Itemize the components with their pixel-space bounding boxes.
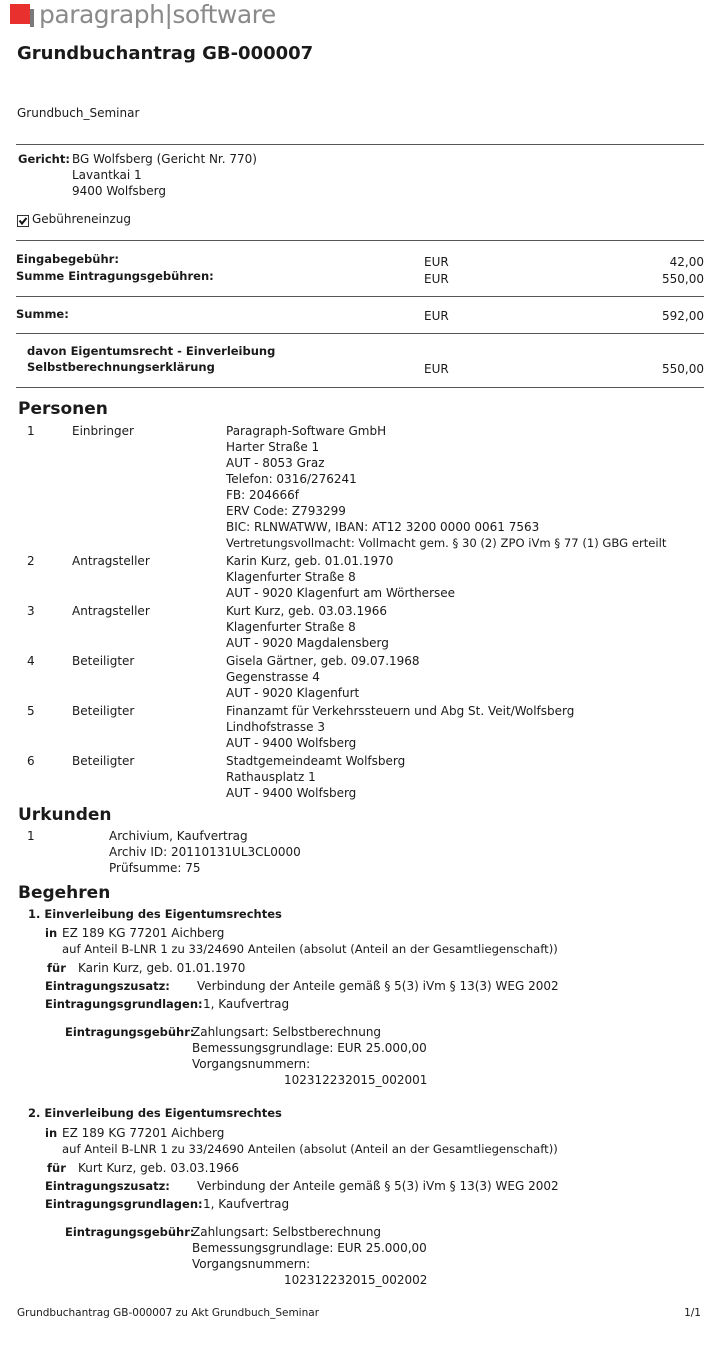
urkunden-heading: Urkunden (18, 805, 112, 825)
person-details (226, 703, 574, 751)
logo-shadow (30, 9, 34, 27)
person-line: FB: 204666f (226, 488, 300, 502)
person-line: Klagenfurter Straße 8 (226, 620, 356, 634)
person-details (226, 653, 420, 701)
person-line: Lindhofstrasse 3 (226, 720, 325, 734)
person-line: AUT - 9020 Magdalensberg (226, 636, 389, 650)
urkunde-line: Archiv ID: 20110131UL3CL0000 (109, 845, 301, 859)
gebuehr-details (192, 1224, 427, 1272)
eintragung-currency: EUR (424, 272, 449, 286)
gericht-line: 9400 Wolfsberg (72, 184, 167, 198)
person-nr: 2 (27, 554, 35, 568)
divider (16, 240, 704, 241)
person-role: Antragsteller (72, 554, 150, 568)
gebuehreneinzug-checkbox[interactable] (17, 215, 29, 227)
person-line: Paragraph-Software GmbH (226, 424, 387, 438)
person-line: Gegenstrasse 4 (226, 670, 320, 684)
person-line: Finanzamt für Verkehrssteuern und Abg St. Veit/Wolfsberg (226, 704, 575, 718)
person-line: Vertretungsvollmacht: Vollmacht gem. § 30 (2) ZPO iVm § 77 (1) GBG erteilt (226, 536, 667, 550)
person-role: Beteiligter (72, 704, 135, 718)
person-details (226, 423, 666, 551)
urkunde-nr: 1 (27, 829, 35, 843)
gebuehr-label: Eintragungsgebühr: (65, 1025, 195, 1039)
gebuehr-line: Zahlungsart: Selbstberechnung (192, 1025, 382, 1039)
person-line: AUT - 9020 Klagenfurt (226, 686, 360, 700)
gericht-line: Lavantkai 1 (72, 168, 142, 182)
gebuehr-line: Bemessungsgrundlage: EUR 25.000,00 (192, 1241, 427, 1255)
person-line: AUT - 9020 Klagenfurt am Wörthersee (226, 586, 456, 600)
urkunde-line: Archivium, Kaufvertrag (109, 829, 248, 843)
urkunde-details (109, 828, 301, 876)
akt-name: Grundbuch_Seminar (17, 106, 140, 120)
in-value: EZ 189 KG 77201 Aichberg (62, 926, 225, 940)
gebuehr-line: Vorgangsnummern: (192, 1057, 311, 1071)
eingabe-currency: EUR (424, 255, 449, 269)
summe-label: Summe: (16, 307, 69, 321)
in-label: in (45, 926, 58, 940)
eintragung-amount: 550,00 (662, 272, 704, 286)
person-line: Stadtgemeindeamt Wolfsberg (226, 754, 406, 768)
fuer-value: Karin Kurz, geb. 01.01.1970 (78, 961, 246, 975)
person-line: AUT - 9400 Wolfsberg (226, 736, 357, 750)
in-label: in (45, 1126, 58, 1140)
grundlagen-value: 1, Kaufvertrag (203, 1197, 290, 1211)
person-details (226, 603, 389, 651)
person-line: BIC: RLNWATWW, IBAN: AT12 3200 0000 0061 7563 (226, 520, 540, 534)
fuer-label: für (47, 961, 66, 975)
grundlagen-label: Eintragungsgrundlagen: (45, 997, 203, 1011)
eingabe-label: Eingabegebühr: (16, 252, 119, 266)
gebuehr-details (192, 1024, 427, 1072)
person-role: Beteiligter (72, 654, 135, 668)
checkmark-icon (18, 216, 28, 226)
person-nr: 4 (27, 654, 35, 668)
begehren-title: 1. Einverleibung des Eigentumsrechtes (28, 907, 282, 921)
davon-amount: 550,00 (662, 362, 704, 376)
fuer-label: für (47, 1161, 66, 1175)
divider (16, 144, 704, 145)
gebuehr-label: Eintragungsgebühr: (65, 1225, 195, 1239)
person-details (226, 753, 405, 801)
vorgangsnummer: 102312232015_002001 (284, 1073, 428, 1087)
in-value: EZ 189 KG 77201 Aichberg (62, 1126, 225, 1140)
fuer-value: Kurt Kurz, geb. 03.03.1966 (78, 1161, 240, 1175)
divider (16, 296, 704, 297)
person-line: Harter Straße 1 (226, 440, 320, 454)
gebuehr-line: Zahlungsart: Selbstberechnung (192, 1225, 382, 1239)
person-details (226, 553, 455, 601)
person-nr: 1 (27, 424, 35, 438)
person-line: Gisela Gärtner, geb. 09.07.1968 (226, 654, 420, 668)
divider (16, 333, 704, 334)
davon-line2: Selbstberechnungserklärung (27, 360, 215, 374)
person-role: Einbringer (72, 424, 134, 438)
logo-text: paragraph|software (39, 0, 276, 29)
person-line: Karin Kurz, geb. 01.01.1970 (226, 554, 394, 568)
person-line: Telefon: 0316/276241 (226, 472, 357, 486)
person-line: Klagenfurter Straße 8 (226, 570, 356, 584)
gebuehreneinzug-label: Gebühreneinzug (32, 212, 132, 226)
begehren-heading: Begehren (18, 883, 111, 903)
person-nr: 6 (27, 754, 35, 768)
gericht-line: BG Wolfsberg (Gericht Nr. 770) (72, 152, 257, 166)
eingabe-amount: 42,00 (669, 255, 704, 269)
gebuehr-line: Vorgangsnummern: (192, 1257, 311, 1271)
gebuehr-line: Bemessungsgrundlage: EUR 25.000,00 (192, 1041, 427, 1055)
anteil-text: auf Anteil B-LNR 1 zu 33/24690 Anteilen (absolut (Anteil an der Gesamtliegenschaft)) (62, 942, 558, 956)
page-number: 1/1 (684, 1307, 701, 1319)
gericht-label: Gericht: (18, 152, 70, 166)
document-title: Grundbuchantrag GB-000007 (17, 43, 314, 64)
vorgangsnummer: 102312232015_002002 (284, 1273, 428, 1287)
eintragung-label: Summe Eintragungsgebühren: (16, 269, 214, 283)
person-line: AUT - 8053 Graz (226, 456, 325, 470)
davon-currency: EUR (424, 362, 449, 376)
person-line: AUT - 9400 Wolfsberg (226, 786, 357, 800)
gericht-address (72, 151, 257, 199)
person-role: Antragsteller (72, 604, 150, 618)
summe-currency: EUR (424, 309, 449, 323)
person-role: Beteiligter (72, 754, 135, 768)
person-nr: 5 (27, 704, 35, 718)
zusatz-value: Verbindung der Anteile gemäß § 5(3) iVm § 13(3) WEG 2002 (197, 1179, 559, 1193)
urkunde-line: Prüfsumme: 75 (109, 861, 201, 875)
grundlagen-label: Eintragungsgrundlagen: (45, 1197, 203, 1211)
anteil-text: auf Anteil B-LNR 1 zu 33/24690 Anteilen (absolut (Anteil an der Gesamtliegenschaft)) (62, 1142, 558, 1156)
grundlagen-value: 1, Kaufvertrag (203, 997, 290, 1011)
person-nr: 3 (27, 604, 35, 618)
divider (16, 387, 704, 388)
footer-text: Grundbuchantrag GB-000007 zu Akt Grundbuch_Seminar (17, 1307, 320, 1319)
personen-heading: Personen (18, 399, 108, 419)
person-line: ERV Code: Z793299 (226, 504, 346, 518)
person-line: Rathausplatz 1 (226, 770, 316, 784)
summe-amount: 592,00 (662, 309, 704, 323)
zusatz-label: Eintragungszusatz: (45, 1179, 170, 1193)
zusatz-label: Eintragungszusatz: (45, 979, 170, 993)
logo-red-square (10, 4, 30, 24)
person-line: Kurt Kurz, geb. 03.03.1966 (226, 604, 388, 618)
zusatz-value: Verbindung der Anteile gemäß § 5(3) iVm § 13(3) WEG 2002 (197, 979, 559, 993)
begehren-title: 2. Einverleibung des Eigentumsrechtes (28, 1106, 282, 1120)
davon-line1: davon Eigentumsrecht - Einverleibung (27, 344, 276, 358)
